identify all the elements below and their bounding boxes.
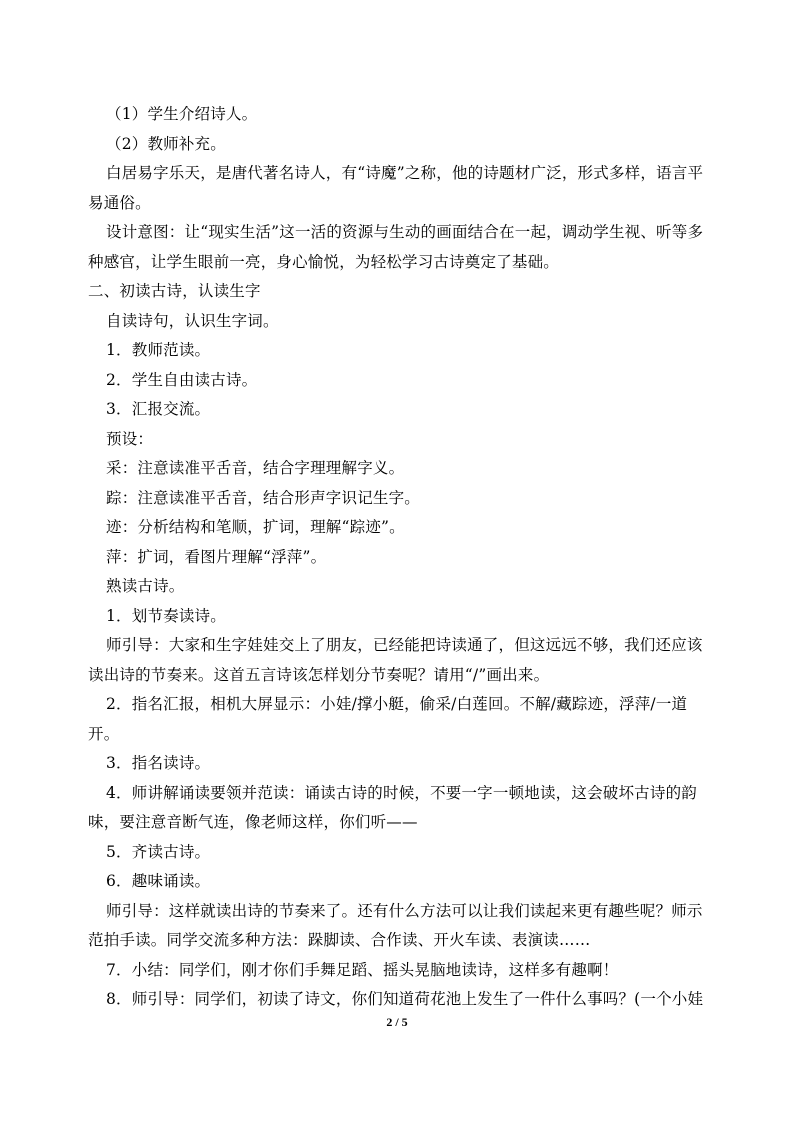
text-line: 自读诗句，认识生字词。 [106, 312, 279, 330]
text-line: 读出诗的节奏来。这首五言诗该怎样划分节奏呢？请用“/”画出来。 [88, 666, 550, 684]
text-line: 5．齐读古诗。 [106, 843, 211, 861]
text-line: 1．划节奏读诗。 [106, 607, 226, 625]
text-line: 种感官，让学生眼前一亮，身心愉悦，为轻松学习古诗奠定了基础。 [88, 253, 560, 271]
text-line: 白居易字乐天，是唐代著名诗人，有“诗魔”之称，他的诗题材广泛，形式多样，语言平 [106, 164, 704, 182]
text-line: 易通俗。 [88, 194, 151, 212]
text-line: 设计意图：让“现实生活”这一活的资源与生动的画面结合在一起，调动学生视、听等多 [106, 223, 704, 241]
text-line: 味，要注意音断气连，像老师这样，你们听—— [88, 813, 418, 831]
text-line: 2．指名汇报，相机大屏显示：小娃/撑小艇，偷采/白莲回。不解/藏踪迹，浮萍/一道 [106, 695, 688, 713]
text-line: 6．趣味诵读。 [106, 872, 211, 890]
section-heading: 二、初读古诗，认读生字 [88, 282, 261, 300]
text-line: 2．学生自由读古诗。 [106, 371, 258, 389]
text-line: 师引导：这样就读出诗的节奏来了。还有什么方法可以让我们读起来更有趣些呢？师示 [106, 902, 703, 920]
text-line: （2）教师补充。 [106, 135, 226, 153]
text-line: 踪：注意读准平舌音，结合形声字识记生字。 [106, 489, 421, 507]
page-number: 2 / 5 [386, 1015, 408, 1029]
text-line: 萍：扩词，看图片理解“浮萍”。 [106, 548, 327, 566]
text-line: 范拍手读。同学交流多种方法：跺脚读、合作读、开火车读、表演读…… [88, 931, 591, 949]
text-line: 3．汇报交流。 [106, 400, 211, 418]
text-line: 8．师引导：同学们，初读了诗文，你们知道荷花池上发生了一件什么事吗？(一个小娃 [106, 990, 704, 1008]
text-line: 师引导：大家和生字娃娃交上了朋友，已经能把诗读通了，但这远远不够，我们还应该 [106, 636, 703, 654]
text-line: 迹：分析结构和笔顺，扩词，理解“踪迹”。 [106, 518, 405, 536]
text-line: 7．小结：同学们，刚才你们手舞足蹈、摇头晃脑地读诗，这样多有趣啊！ [106, 961, 619, 979]
text-line: 开。 [88, 725, 120, 743]
text-line: 采：注意读准平舌音，结合字理理解字义。 [106, 459, 405, 477]
text-line: 熟读古诗。 [106, 577, 185, 595]
text-line: 3．指名读诗。 [106, 754, 211, 772]
text-line: 1．教师范读。 [106, 341, 211, 359]
text-line: （1）学生介绍诗人。 [106, 105, 258, 123]
text-line: 预设： [106, 430, 154, 448]
text-line: 4．师讲解诵读要领并范读：诵读古诗的时候，不要一字一顿地读，这会破坏古诗的韵 [106, 784, 697, 802]
